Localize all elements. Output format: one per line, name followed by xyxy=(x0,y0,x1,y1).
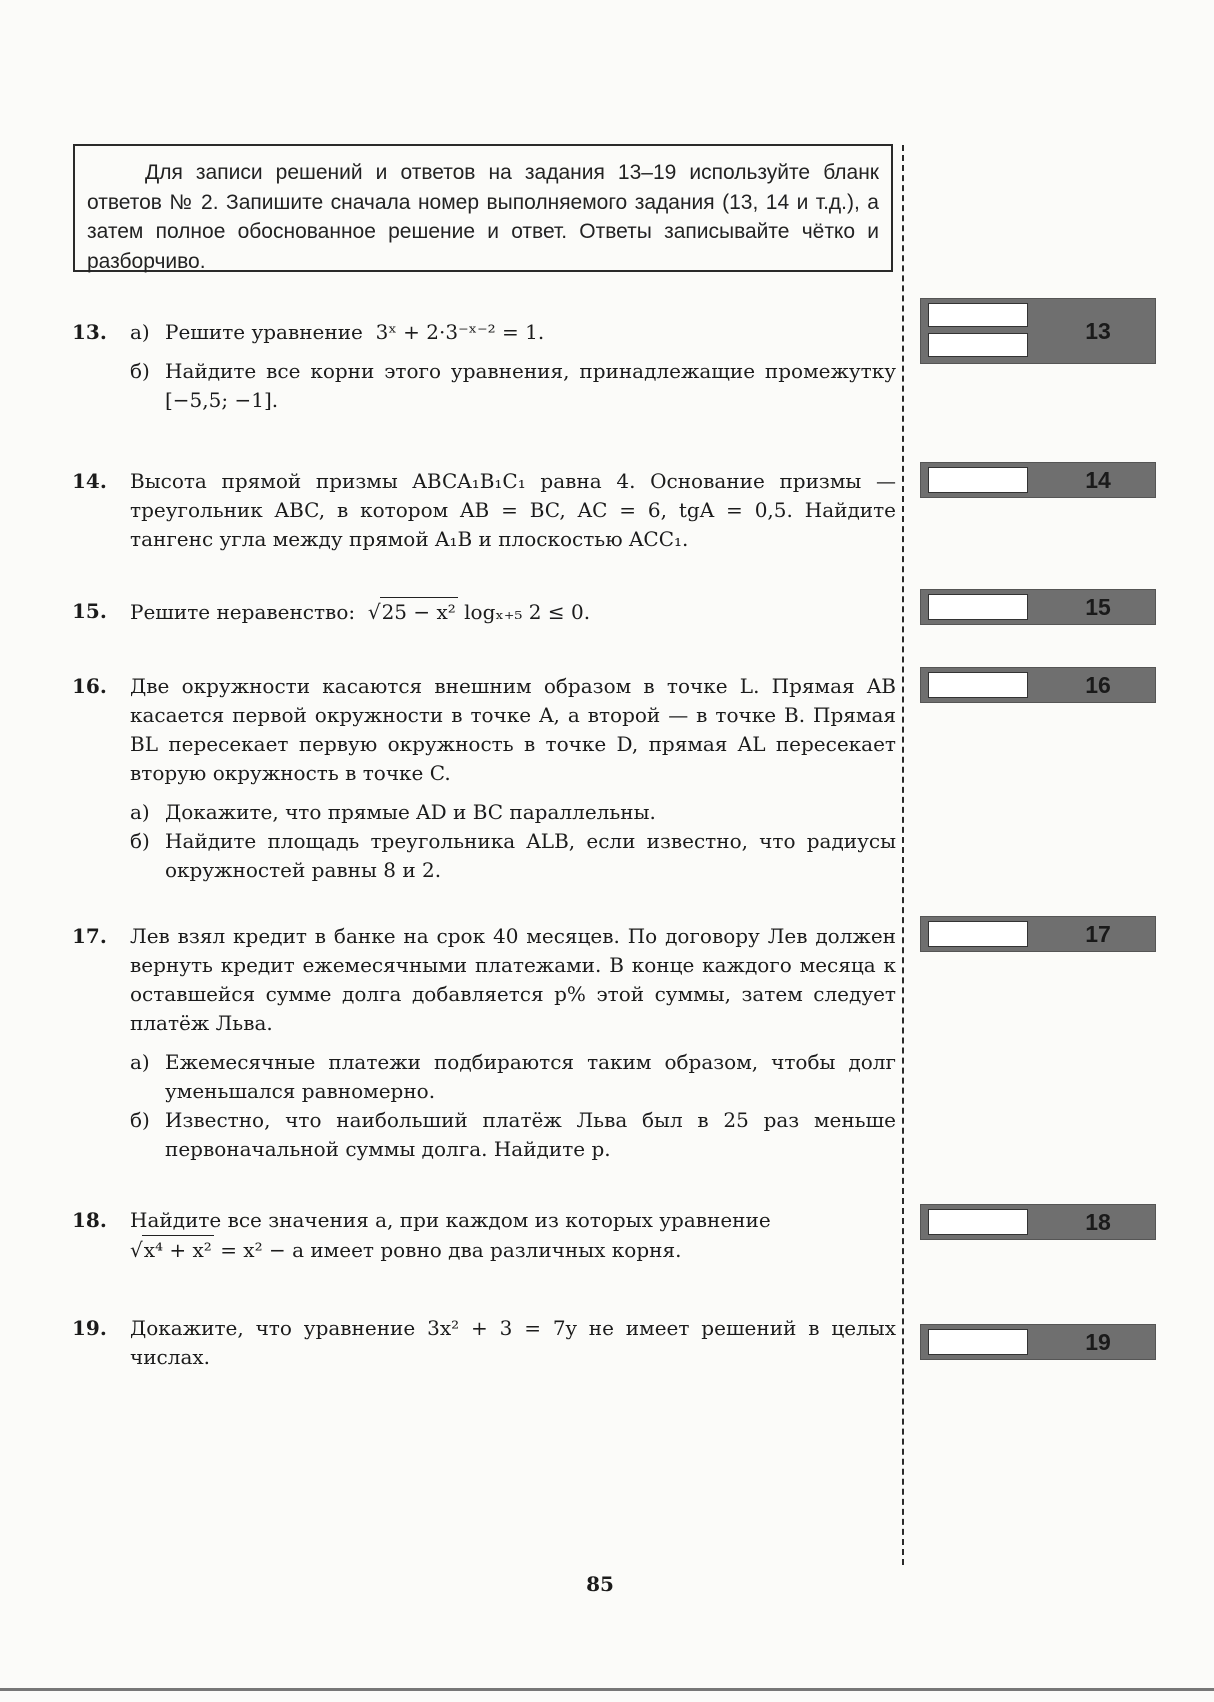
task-number: 17. xyxy=(72,924,107,948)
answer-box-label: 16 xyxy=(1085,671,1111,698)
answer-field[interactable] xyxy=(928,303,1028,327)
task-16 xyxy=(72,672,896,885)
part-text: Найдите площадь треугольника ALB, если известно, что радиусы окружностей равны 8 и 2. xyxy=(165,829,896,882)
answer-box-label: 19 xyxy=(1085,1328,1111,1355)
answer-box-16 xyxy=(920,667,1156,703)
task-17-part-a xyxy=(130,1048,896,1106)
answer-field[interactable] xyxy=(928,672,1028,698)
instruction-text: Для записи решений и ответов на задания 13–19 используйте бланк ответов № 2. Запишите сначала номер выполняемого задания (13, 14 и т.д.), а затем полное обоснованное решение и ответ. Ответы записывайте чётко и разборчиво. xyxy=(87,161,879,273)
task-text: Решите неравенство: xyxy=(130,600,356,624)
part-label: б) xyxy=(130,829,150,853)
part-label: а) xyxy=(130,800,150,824)
part-label: б) xyxy=(130,1108,150,1132)
answer-box-14 xyxy=(920,462,1156,498)
radicand: 25 − x² xyxy=(380,597,458,627)
answer-box-label: 14 xyxy=(1085,466,1111,493)
task-16-part-a xyxy=(130,798,896,827)
task-18 xyxy=(72,1206,896,1265)
sqrt-sign: √ xyxy=(130,1238,143,1262)
task-text-rest: = x² − a имеет ровно два различных корня. xyxy=(220,1238,682,1262)
task-text: Лев взял кредит в банке на срок 40 месяцев. По договору Лев должен вернуть кредит ежемесячными платежами. В конце каждого месяца к оставшейся сумме долга добавляется p% этой суммы, затем следует платёж Льва. xyxy=(130,924,896,1035)
sqrt-sign: √ xyxy=(367,600,381,624)
answer-field[interactable] xyxy=(928,921,1028,947)
answer-box-17 xyxy=(920,916,1156,952)
task-number: 14. xyxy=(72,469,107,493)
answer-box-19 xyxy=(920,1324,1156,1360)
task-19 xyxy=(72,1314,896,1372)
part-text: Известно, что наибольший платёж Льва был в 25 раз меньше первоначальной суммы долга. Найдите p. xyxy=(165,1108,896,1161)
task-13-part-a xyxy=(130,318,896,347)
part-label: а) xyxy=(130,320,150,344)
answer-box-label: 15 xyxy=(1085,593,1111,620)
task-number: 13. xyxy=(72,320,107,344)
answer-box-label: 13 xyxy=(1085,317,1111,344)
page-edge-line xyxy=(0,1688,1214,1691)
part-label: б) xyxy=(130,359,150,383)
task-17 xyxy=(72,922,896,1164)
cut-line xyxy=(902,145,904,1565)
answer-field[interactable] xyxy=(928,1209,1028,1235)
task-text: Высота прямой призмы ABCA₁B₁C₁ равна 4. Основание призмы — треугольник ABC, в котором AB = BC, AC = 6, tgA = 0,5. Найдите тангенс угла между прямой A₁B и плоскостью ACC₁. xyxy=(130,469,896,551)
answer-field[interactable] xyxy=(928,467,1028,493)
part-text: Решите уравнение xyxy=(165,320,363,344)
task-text: Две окружности касаются внешним образом в точке L. Прямая AB касается первой окружности в точке A, а второй — в точке B. Прямая BL пересекает первую окружность в точке D, прямая AL пересекает вторую окружность в точке C. xyxy=(130,674,896,785)
answer-box-18 xyxy=(920,1204,1156,1240)
answer-box-13 xyxy=(920,298,1156,364)
task-16-part-b xyxy=(130,827,896,885)
radicand: x⁴ + x² xyxy=(142,1235,214,1265)
answer-box-label: 17 xyxy=(1085,920,1111,947)
answer-box-15 xyxy=(920,589,1156,625)
task-17-part-b xyxy=(130,1106,896,1164)
part-text: Найдите все корни этого уравнения, принадлежащие промежутку xyxy=(165,359,896,383)
task-13 xyxy=(72,318,896,415)
part-text: Ежемесячные платежи подбираются таким образом, чтобы долг уменьшался равномерно. xyxy=(165,1050,896,1103)
answer-field[interactable] xyxy=(928,333,1028,357)
part-text: Докажите, что прямые AD и BC параллельны. xyxy=(165,800,656,824)
answer-box-label: 18 xyxy=(1085,1208,1111,1235)
answer-field[interactable] xyxy=(928,594,1028,620)
instruction-box xyxy=(73,144,893,272)
part-label: а) xyxy=(130,1050,150,1074)
interval: [−5,5; −1]. xyxy=(165,388,279,412)
task-number: 19. xyxy=(72,1316,107,1340)
task-number: 16. xyxy=(72,674,107,698)
task-13-part-b xyxy=(130,357,896,415)
task-number: 15. xyxy=(72,599,107,623)
task-15 xyxy=(72,597,896,627)
task-text: Найдите все значения a, при каждом из которых уравнение xyxy=(130,1208,771,1232)
log-expression: logₓ₊₅ 2 ≤ 0. xyxy=(464,600,591,624)
task-14 xyxy=(72,467,896,554)
task-text: Докажите, что уравнение 3x² + 3 = 7y не имеет решений в целых числах. xyxy=(130,1316,896,1369)
task-number: 18. xyxy=(72,1208,107,1232)
page-number: 85 xyxy=(586,1572,614,1596)
equation: 3ˣ + 2·3⁻ˣ⁻² = 1. xyxy=(375,320,545,344)
answer-field[interactable] xyxy=(928,1329,1028,1355)
